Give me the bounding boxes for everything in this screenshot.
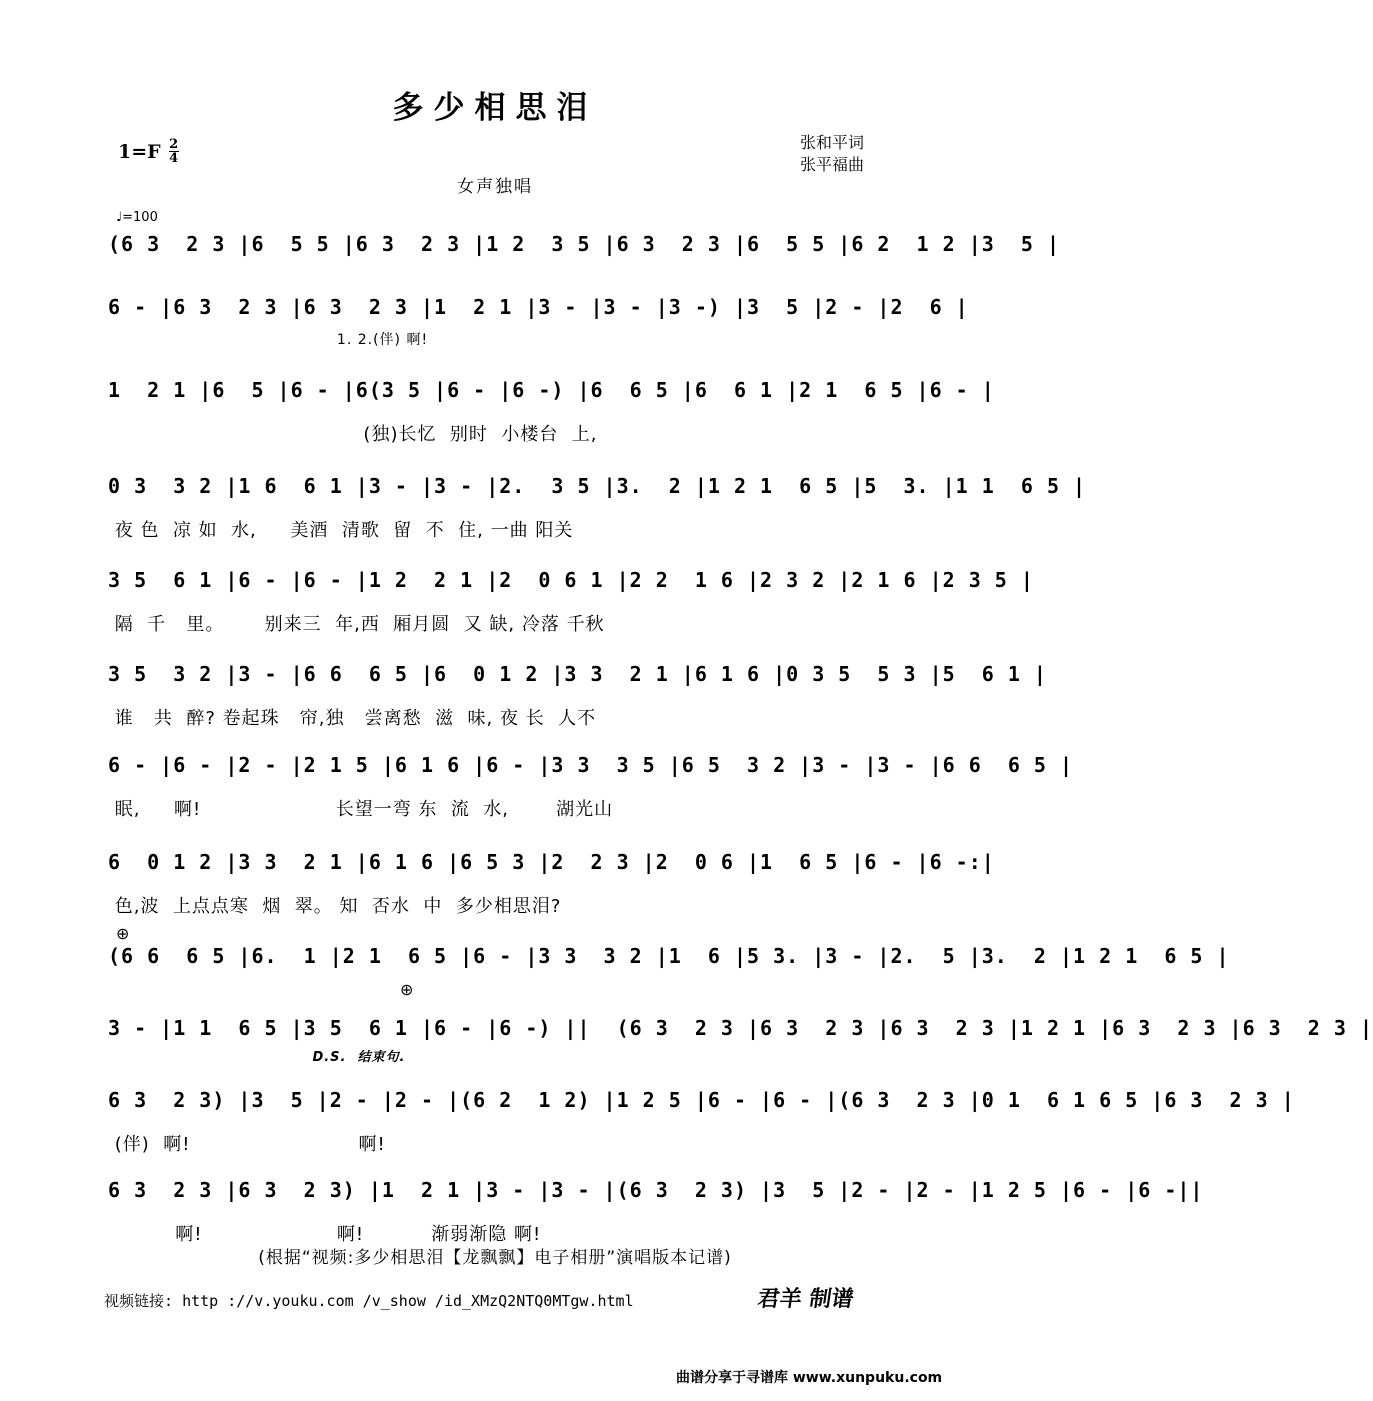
transcriber-signature: 君羊 制谱 bbox=[755, 1286, 856, 1312]
notes-line: 6 0 1 2 |3 3 2 1 |6 1 6 |6 5 3 |2 2 3 |2 0 6 |1 6 5 |6 - |6 -:| bbox=[108, 850, 995, 874]
notes-line: 3 5 6 1 |6 - |6 - |1 2 2 1 |2 0 6 1 |2 2 1 6 |2 3 2 |2 1 6 |2 3 5 | bbox=[108, 568, 1034, 592]
lyric-line: (独)长忆 别时 小楼台 上, bbox=[108, 424, 598, 445]
lyric-line: 谁 共 醉? 卷起珠 帘,独 尝离愁 滋 味, 夜 长 人不 bbox=[108, 708, 597, 729]
score-row bbox=[108, 1088, 1295, 1155]
time-bottom: 4 bbox=[169, 151, 179, 166]
time-top: 2 bbox=[169, 137, 179, 152]
score-row bbox=[108, 295, 969, 355]
score-row bbox=[108, 568, 1034, 635]
coda-icon: ⊕ bbox=[116, 924, 130, 943]
lyric-line: D.S. 结束句. bbox=[108, 1050, 406, 1065]
key-label: 1=F bbox=[118, 140, 161, 163]
score-row bbox=[108, 944, 1230, 1004]
score-row bbox=[108, 474, 1087, 541]
lyric-line: 啊! 啊! 渐弱渐隐 啊! bbox=[108, 1224, 542, 1245]
notes-line: 1 2 1 |6 5 |6 - |6(3 5 |6 - |6 -) |6 6 5 |6 6 1 |2 1 6 5 |6 - | bbox=[108, 378, 995, 402]
notes-line: 0 3 3 2 |1 6 6 1 |3 - |3 - |2. 3 5 |3. 2 |1 2 1 6 5 |5 3. |1 1 6 5 | bbox=[108, 474, 1087, 498]
video-label: 视频链接: bbox=[104, 1292, 174, 1310]
lyric-line: 隔 千 里。 别来三 年,西 厢月圆 又 缺, 冷落 千秋 bbox=[108, 614, 605, 635]
lyric-line: 眠, 啊! 长望一弯 东 流 水, 湖光山 bbox=[108, 799, 614, 820]
lyricist: 张和平词 bbox=[800, 133, 865, 152]
notes-line: (6 6 6 5 |6. 1 |2 1 6 5 |6 - |3 3 3 2 |1 6 |5 3. |3 - |2. 5 |3. 2 |1 2 1 6 5 | bbox=[108, 944, 1230, 968]
score-row bbox=[108, 753, 1074, 820]
score-row bbox=[108, 1016, 1373, 1076]
video-link bbox=[104, 1290, 634, 1311]
score-row bbox=[108, 378, 995, 445]
score-row bbox=[108, 232, 1060, 292]
score-row bbox=[108, 662, 1047, 729]
notes-line: 3 5 3 2 |3 - |6 6 6 5 |6 0 1 2 |3 3 2 1 |6 1 6 |0 3 5 5 3 |5 6 1 | bbox=[108, 662, 1047, 686]
transcription-note: (根据“视频:多少相思泪【龙飘飘】电子相册”演唱版本记谱) bbox=[258, 1248, 732, 1268]
voice-type: 女声独唱 bbox=[457, 177, 533, 197]
key-signature bbox=[118, 138, 179, 165]
notes-line: 6 - |6 - |2 - |2 1 5 |6 1 6 |6 - |3 3 3 5 |6 5 3 2 |3 - |3 - |6 6 6 5 | bbox=[108, 753, 1074, 777]
score-row bbox=[108, 1178, 1204, 1245]
notes-line: 6 - |6 3 2 3 |6 3 2 3 |1 2 1 |3 - |3 - |3 -) |3 5 |2 - |2 6 | bbox=[108, 295, 969, 319]
time-signature bbox=[169, 138, 179, 165]
video-url[interactable]: http ://v.youku.com /v_show /id_XMzQ2NTQ0MTgw.html bbox=[182, 1292, 634, 1310]
site-credit[interactable]: 曲谱分享于寻谱库 www.xunpuku.com bbox=[676, 1370, 943, 1386]
notes-line: (6 3 2 3 |6 5 5 |6 3 2 3 |1 2 3 5 |6 3 2 3 |6 5 5 |6 2 1 2 |3 5 | bbox=[108, 232, 1060, 256]
tempo-mark: ♩=100 bbox=[116, 210, 158, 225]
lyric-line: 色,波 上点点寒 烟 翠。 知 否水 中 多少相思泪? bbox=[108, 896, 562, 917]
notes-line: 3 - |1 1 6 5 |3 5 6 1 |6 - |6 -) || (6 3 2 3 |6 3 2 3 |6 3 2 3 |1 2 1 |6 3 2 3 |6 3 2 3 | bbox=[108, 1016, 1373, 1040]
notes-line: 6 3 2 3 |6 3 2 3) |1 2 1 |3 - |3 - |(6 3 2 3) |3 5 |2 - |2 - |1 2 5 |6 - |6 -|| bbox=[108, 1178, 1204, 1202]
page-title: 多少相思泪 bbox=[392, 90, 598, 126]
lyric-line: (伴) 啊! 啊! bbox=[108, 1134, 386, 1155]
coda-icon: ⊕ bbox=[400, 980, 414, 999]
composer: 张平福曲 bbox=[800, 155, 865, 174]
lyric-line: 1. 2.(伴) 啊! bbox=[108, 332, 429, 348]
notes-line: 6 3 2 3) |3 5 |2 - |2 - |(6 2 1 2) |1 2 5 |6 - |6 - |(6 3 2 3 |0 1 6 1 6 5 |6 3 2 3 | bbox=[108, 1088, 1295, 1112]
score-row bbox=[108, 850, 995, 917]
lyric-line: 夜 色 凉 如 水, 美酒 清歌 留 不 住, 一曲 阳关 bbox=[108, 520, 574, 541]
credits bbox=[800, 132, 864, 176]
